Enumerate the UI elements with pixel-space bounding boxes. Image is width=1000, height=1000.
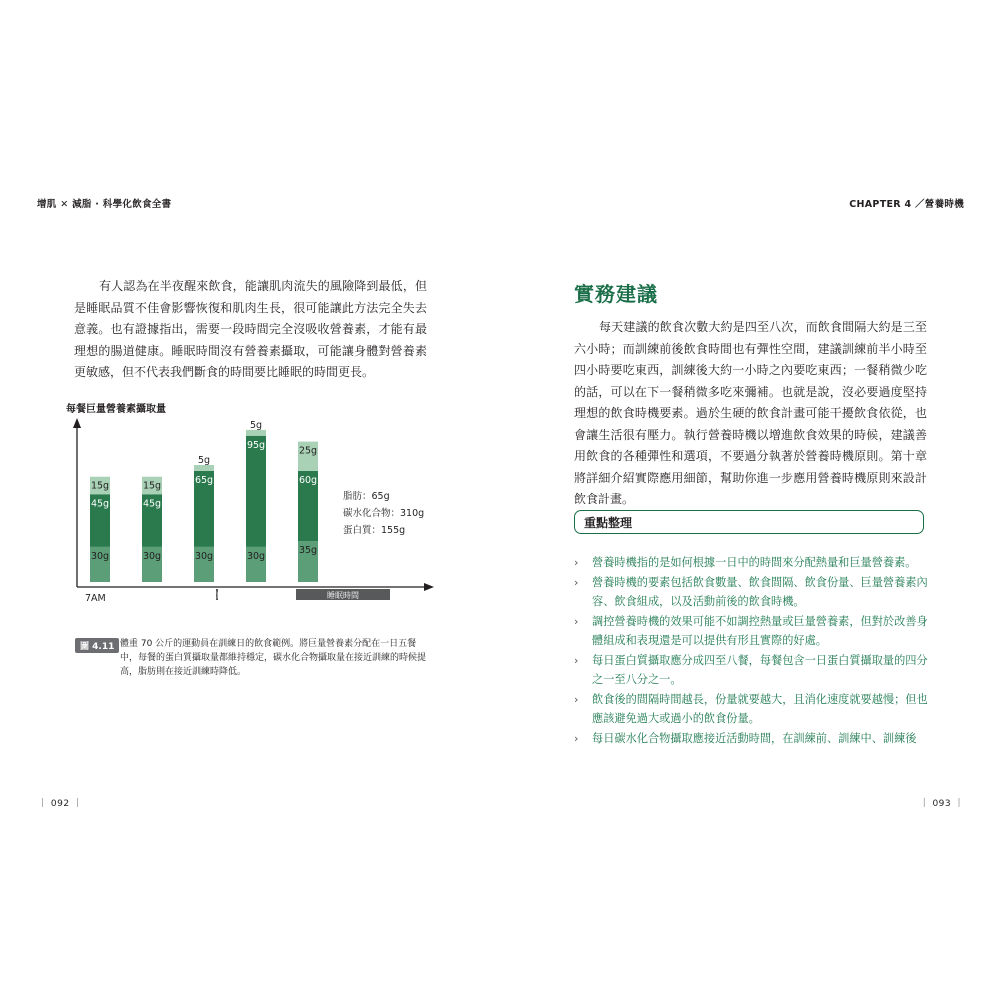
- left-body-paragraph: 有人認為在半夜醒來飲食，能讓肌肉流失的風險降到最低，但是睡眠品質不佳會影響恢復和肌肉生長，很可能讓此方法完全失去意義。也有證據指出，需要一段時間完全沒吸收營養素，才能有最理想的腸道健康。睡眠時間沒有營養素攝取，可能讓身體對營養素更敏感，但不代表我們斷食的時間要比睡眠的時間更長。: [74, 279, 427, 379]
- key-point-item: [574, 553, 930, 573]
- key-point-item: [574, 729, 930, 749]
- bar-value-label: 30g: [194, 550, 214, 562]
- chapter-header: CHAPTER 4 ／營養時機: [849, 199, 964, 210]
- bar-value-label: 30g: [142, 550, 162, 562]
- bar-value-label: 45g: [90, 498, 110, 510]
- macronutrient-stacked-bar-chart: [60, 404, 440, 614]
- chevron-right-icon: ›: [574, 731, 579, 745]
- right-body-paragraph: 每天建議的飲食次數大約是四至八次，而飲食間隔大約是三至六小時；而訓練前後飲食時間也有彈性空間，建議訓練前半小時至四小時要吃東西，訓練後大約一小時之內要吃東西；一餐稍微少吃的話，可以在下一餐稍微多吃來彌補。也就是說，沒必要過度堅持理想的飲食時機要素。過於生硬的飲食計畫可能干擾飲食依從，也會讓生活很有壓力。執行營養時機以增進飲食效果的時候，建議善用飲食的各種彈性和選項，不要過分執著於營養時機原則。第十章將詳細介紹實際應用細節，幫助你進一步應用營養時機原則來設計飲食計畫。: [574, 320, 927, 506]
- figure-label-badge: 圖 4.11: [75, 638, 119, 653]
- bar-value-label: 65g: [194, 474, 214, 486]
- page-number-right: ｜ 093 ｜: [919, 799, 964, 809]
- period-label: 睡眠時間: [327, 591, 359, 600]
- bar-value-label: 60g: [298, 474, 318, 486]
- bar-value-label: 30g: [90, 550, 110, 562]
- y-axis-label: 每餐巨量營養素攝取量: [66, 404, 166, 415]
- chevron-right-icon: ›: [574, 556, 579, 569]
- key-point-text: 營養時機指的是如何根據一日中的時間來分配熱量和巨量營養素。: [592, 556, 917, 569]
- key-point-text: 每日蛋白質攝取應分成四至八餐，每餐包含一日蛋白質攝取量的四分之一至八分之一。: [592, 653, 928, 686]
- key-point-text: 調控營養時機的效果可能不如調控熱量或巨量營養素，但對於改善身體組成和表現還是可以提供有形且實際的好處。: [592, 614, 928, 647]
- bar-value-label: 35g: [298, 545, 318, 557]
- key-point-item: [574, 573, 930, 612]
- key-point-text: 每日碳水化合物攝取應接近活動時間，在訓練前、訓練中、訓練後: [592, 731, 917, 745]
- key-points-title: 重點整理: [584, 516, 633, 530]
- period-label: 訓練時間: [201, 591, 233, 600]
- totals-legend-item: 碳水化合物：310g: [343, 508, 425, 519]
- key-points-list: [574, 553, 930, 748]
- section-title: 實務建議: [574, 282, 658, 306]
- key-point-text: 營養時機的要素包括飲食數量、飲食間隔、飲食份量、巨量營養素內容、飲食組成，以及活動前後的飲食時機。: [592, 575, 928, 608]
- bar-segment: [246, 436, 266, 547]
- bar-value-label: 5g: [249, 419, 263, 431]
- chevron-right-icon: ›: [574, 692, 579, 706]
- page-number-left: ｜ 092 ｜: [38, 799, 83, 809]
- bar-value-label: 45g: [142, 498, 162, 510]
- bar-value-label: 95g: [246, 439, 266, 451]
- key-point-item: [574, 690, 930, 729]
- key-point-item: [574, 612, 930, 651]
- bar-value-label: 30g: [246, 550, 266, 562]
- chevron-right-icon: ›: [574, 614, 579, 628]
- key-point-text: 飲食後的間隔時間越長，份量就要越大，且消化速度就要越慢；但也應該避免過大或過小的飲食份量。: [592, 692, 928, 725]
- bar-value-label: 15g: [90, 480, 110, 492]
- x-start-label: 7AM: [85, 593, 106, 604]
- chevron-right-icon: ›: [574, 575, 579, 589]
- y-axis-arrow-icon: [73, 418, 81, 428]
- bar-value-label: 15g: [142, 480, 162, 492]
- totals-legend-item: 蛋白質：155g: [343, 525, 406, 536]
- totals-legend-item: 脂肪：65g: [343, 491, 390, 502]
- key-point-item: [574, 651, 930, 690]
- figure-caption: 體重 70 公斤的運動員在訓練日的飲食範例。將巨量營養素分配在一日五餐中，每餐的蛋白質攝取量都維持穩定，碳水化合物攝取量在接近訓練的時候提高，脂肪則在接近訓練時降低。: [120, 639, 427, 677]
- x-axis-arrow-icon: [424, 583, 434, 591]
- chevron-right-icon: ›: [574, 653, 579, 667]
- book-title-header: 增肌 ✕ 減脂 · 科學化飲食全書: [37, 199, 172, 210]
- bar-value-label: 5g: [197, 455, 211, 466]
- bar-value-label: 25g: [298, 445, 318, 457]
